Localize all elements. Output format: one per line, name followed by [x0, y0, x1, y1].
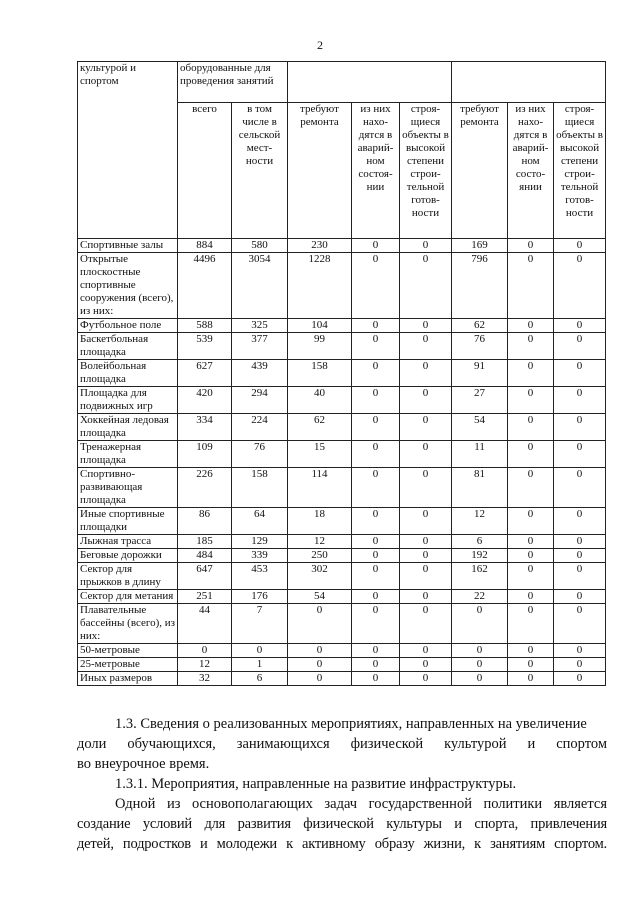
- row-value: 0: [400, 535, 452, 549]
- row-value: 0: [178, 644, 232, 658]
- row-name: 50-метровые: [78, 644, 178, 658]
- row-value: 6: [232, 672, 288, 686]
- row-value: 162: [452, 563, 508, 590]
- row-value: 226: [178, 468, 232, 508]
- row-value: 0: [508, 604, 554, 644]
- row-value: 114: [288, 468, 352, 508]
- subheader: всего: [178, 103, 232, 239]
- row-value: 224: [232, 414, 288, 441]
- row-value: 0: [554, 658, 606, 672]
- row-value: 0: [508, 508, 554, 535]
- row-value: 0: [508, 333, 554, 360]
- table-row: [78, 508, 606, 535]
- row-value: 0: [554, 563, 606, 590]
- row-value: 0: [288, 644, 352, 658]
- table-row: [78, 333, 606, 360]
- row-value: 0: [352, 387, 400, 414]
- row-value: 0: [554, 672, 606, 686]
- row-value: 12: [288, 535, 352, 549]
- row-value: 0: [508, 253, 554, 319]
- group3-header: [452, 62, 606, 103]
- row-value: 0: [554, 239, 606, 253]
- row-value: 169: [452, 239, 508, 253]
- row-value: 0: [554, 319, 606, 333]
- row-value: 62: [288, 414, 352, 441]
- row-value: 18: [288, 508, 352, 535]
- row-value: 0: [508, 563, 554, 590]
- subheader: требуют ремонта: [288, 103, 352, 239]
- subheader: требуют ремонта: [452, 103, 508, 239]
- page-number: 2: [317, 38, 323, 52]
- row-value: 0: [400, 590, 452, 604]
- paragraph-3-line-2: создание условий для развития физической культуры и спорта, привлечения: [77, 816, 607, 832]
- row-value: 0: [352, 549, 400, 563]
- row-value: 0: [352, 563, 400, 590]
- row-value: 0: [554, 360, 606, 387]
- row-value: 0: [352, 658, 400, 672]
- row-name: Плавательные бассейны (всего), из них:: [78, 604, 178, 644]
- row-value: 0: [508, 414, 554, 441]
- row-name: Волейбольная площадка: [78, 360, 178, 387]
- table-row: [78, 590, 606, 604]
- table-row: [78, 360, 606, 387]
- row-value: 0: [508, 468, 554, 508]
- row-value: 0: [352, 253, 400, 319]
- row-value: 0: [400, 387, 452, 414]
- row-value: 0: [554, 508, 606, 535]
- paragraph-3-line-1: Одной из основополагающих задач государственной политики является: [115, 796, 607, 812]
- subheader: из них нахо-дятся в аварий-ном состо-янии: [508, 103, 554, 239]
- row-value: 0: [554, 468, 606, 508]
- row-value: 22: [452, 590, 508, 604]
- row-name: Открытые плоскостные спортивные сооружения (всего), из них:: [78, 253, 178, 319]
- row-value: 0: [400, 360, 452, 387]
- row-value: 1228: [288, 253, 352, 319]
- table-row: [78, 672, 606, 686]
- table-row: [78, 387, 606, 414]
- row-value: 0: [554, 414, 606, 441]
- row-value: 420: [178, 387, 232, 414]
- row-value: 0: [232, 644, 288, 658]
- row-value: 0: [400, 468, 452, 508]
- row-value: 12: [178, 658, 232, 672]
- row-value: 884: [178, 239, 232, 253]
- row-value: 588: [178, 319, 232, 333]
- row-value: 158: [232, 468, 288, 508]
- row-value: 185: [178, 535, 232, 549]
- row-value: 1: [232, 658, 288, 672]
- table-row: [78, 563, 606, 590]
- row-name: Спортивно-развивающая площадка: [78, 468, 178, 508]
- row-value: 81: [452, 468, 508, 508]
- row-value: 11: [452, 441, 508, 468]
- row-value: 0: [400, 441, 452, 468]
- row-value: 62: [452, 319, 508, 333]
- row-value: 325: [232, 319, 288, 333]
- row-value: 192: [452, 549, 508, 563]
- row-value: 0: [400, 658, 452, 672]
- row-value: 64: [232, 508, 288, 535]
- row-name: Спортивные залы: [78, 239, 178, 253]
- row-value: 109: [178, 441, 232, 468]
- paragraph-1-line-1: 1.3. Сведения о реализованных мероприятиях, направленных на увеличение: [115, 716, 587, 732]
- row-value: 339: [232, 549, 288, 563]
- row-name: Лыжная трасса: [78, 535, 178, 549]
- row-value: 0: [352, 319, 400, 333]
- row-value: 0: [352, 604, 400, 644]
- row-name: Тренажерная площадка: [78, 441, 178, 468]
- row-value: 0: [352, 508, 400, 535]
- row-name: Баскетбольная площадка: [78, 333, 178, 360]
- row-value: 86: [178, 508, 232, 535]
- row-value: 627: [178, 360, 232, 387]
- row-value: 0: [508, 441, 554, 468]
- row-value: 0: [352, 468, 400, 508]
- row-value: 0: [288, 672, 352, 686]
- row-value: 0: [400, 319, 452, 333]
- table-row: [78, 644, 606, 658]
- row-value: 0: [352, 414, 400, 441]
- row-value: 99: [288, 333, 352, 360]
- row-value: 0: [352, 239, 400, 253]
- group2-header: [288, 62, 452, 103]
- row-value: 230: [288, 239, 352, 253]
- row-name: Беговые дорожки: [78, 549, 178, 563]
- row-value: 0: [288, 604, 352, 644]
- row-value: 0: [508, 360, 554, 387]
- row-value: 0: [554, 253, 606, 319]
- row-value: 0: [508, 549, 554, 563]
- row-value: 0: [400, 253, 452, 319]
- row-name: Футбольное поле: [78, 319, 178, 333]
- row-name: Площадка для подвижных игр: [78, 387, 178, 414]
- row-value: 129: [232, 535, 288, 549]
- row-value: 0: [508, 644, 554, 658]
- table-row: [78, 414, 606, 441]
- row-value: 0: [554, 644, 606, 658]
- group1-header: оборудованные для проведения занятий: [178, 62, 288, 103]
- table-row: [78, 468, 606, 508]
- row-name: Хоккейная ледовая площадка: [78, 414, 178, 441]
- row-value: 796: [452, 253, 508, 319]
- table-row: [78, 549, 606, 563]
- row-value: 0: [508, 590, 554, 604]
- table-row: [78, 441, 606, 468]
- row-value: 27: [452, 387, 508, 414]
- row-value: 0: [400, 644, 452, 658]
- row-value: 0: [352, 590, 400, 604]
- row-value: 0: [400, 333, 452, 360]
- row-value: 0: [452, 672, 508, 686]
- row-value: 453: [232, 563, 288, 590]
- row-name: Иных размеров: [78, 672, 178, 686]
- row-name: 25-метровые: [78, 658, 178, 672]
- row-value: 0: [352, 441, 400, 468]
- header-row-1: [78, 62, 606, 103]
- row-value: 0: [554, 590, 606, 604]
- row-value: 0: [508, 672, 554, 686]
- row-value: 76: [452, 333, 508, 360]
- row-value: 0: [400, 239, 452, 253]
- row-value: 647: [178, 563, 232, 590]
- row-value: 104: [288, 319, 352, 333]
- row-value: 15: [288, 441, 352, 468]
- row-value: 0: [508, 319, 554, 333]
- table-row: [78, 658, 606, 672]
- row-value: 0: [452, 658, 508, 672]
- row-value: 40: [288, 387, 352, 414]
- row-value: 54: [288, 590, 352, 604]
- row-value: 302: [288, 563, 352, 590]
- table-row: [78, 253, 606, 319]
- row-value: 0: [352, 535, 400, 549]
- row-value: 3054: [232, 253, 288, 319]
- row-value: 6: [452, 535, 508, 549]
- row-name: Сектор для прыжков в длину: [78, 563, 178, 590]
- row-value: 12: [452, 508, 508, 535]
- row-value: 250: [288, 549, 352, 563]
- row-value: 0: [452, 604, 508, 644]
- row-value: 4496: [178, 253, 232, 319]
- row-value: 439: [232, 360, 288, 387]
- row-value: 0: [508, 658, 554, 672]
- row-value: 377: [232, 333, 288, 360]
- row-value: 0: [554, 333, 606, 360]
- subheader: строя-щиеся объекты в высокой степени строи-тельной готов-ности: [554, 103, 606, 239]
- table-row: [78, 604, 606, 644]
- row-value: 0: [508, 239, 554, 253]
- row-value: 0: [352, 672, 400, 686]
- row-value: 0: [400, 549, 452, 563]
- row-value: 0: [508, 535, 554, 549]
- row-value: 0: [400, 672, 452, 686]
- subheader: в том числе в сельской мест-ности: [232, 103, 288, 239]
- subheader: строя-щиеся объекты в высокой степени строи-тельной готов-ности: [400, 103, 452, 239]
- row-value: 0: [452, 644, 508, 658]
- row-value: 294: [232, 387, 288, 414]
- paragraph-2: 1.3.1. Мероприятия, направленные на развитие инфраструктуры.: [115, 776, 517, 792]
- row-value: 0: [508, 387, 554, 414]
- table-row: [78, 239, 606, 253]
- paragraph-1-line-3: во внеурочное время.: [77, 756, 210, 772]
- row-value: 32: [178, 672, 232, 686]
- row-value: 580: [232, 239, 288, 253]
- row-value: 0: [400, 508, 452, 535]
- sports-facilities-table: [77, 61, 606, 686]
- row-value: 0: [352, 333, 400, 360]
- row-value: 0: [554, 535, 606, 549]
- row-value: 0: [554, 604, 606, 644]
- table-row: [78, 535, 606, 549]
- paragraph-1-line-2: доли обучающихся, занимающихся физической культурой и спортом: [77, 736, 607, 752]
- row-value: 76: [232, 441, 288, 468]
- table-row: [78, 319, 606, 333]
- row-value: 0: [352, 360, 400, 387]
- row-value: 54: [452, 414, 508, 441]
- row-value: 484: [178, 549, 232, 563]
- row-value: 91: [452, 360, 508, 387]
- row-value: 539: [178, 333, 232, 360]
- row-value: 7: [232, 604, 288, 644]
- row-name: Сектор для метания: [78, 590, 178, 604]
- header-name-cell: культурой и спортом: [78, 62, 178, 239]
- row-value: 0: [554, 441, 606, 468]
- row-value: 158: [288, 360, 352, 387]
- row-value: 0: [288, 658, 352, 672]
- subheader: из них нахо-дятся в аварий-ном состоя-нии: [352, 103, 400, 239]
- body-text: [77, 714, 607, 854]
- row-value: 334: [178, 414, 232, 441]
- row-value: 44: [178, 604, 232, 644]
- row-value: 0: [400, 604, 452, 644]
- row-value: 0: [554, 387, 606, 414]
- row-value: 0: [352, 644, 400, 658]
- row-name: Иные спортивные площадки: [78, 508, 178, 535]
- row-value: 0: [400, 414, 452, 441]
- row-value: 251: [178, 590, 232, 604]
- row-value: 0: [554, 549, 606, 563]
- paragraph-3-line-3: детей, подростков и молодежи к активному образу жизни, к занятиям спортом.: [77, 836, 607, 852]
- row-value: 176: [232, 590, 288, 604]
- row-value: 0: [400, 563, 452, 590]
